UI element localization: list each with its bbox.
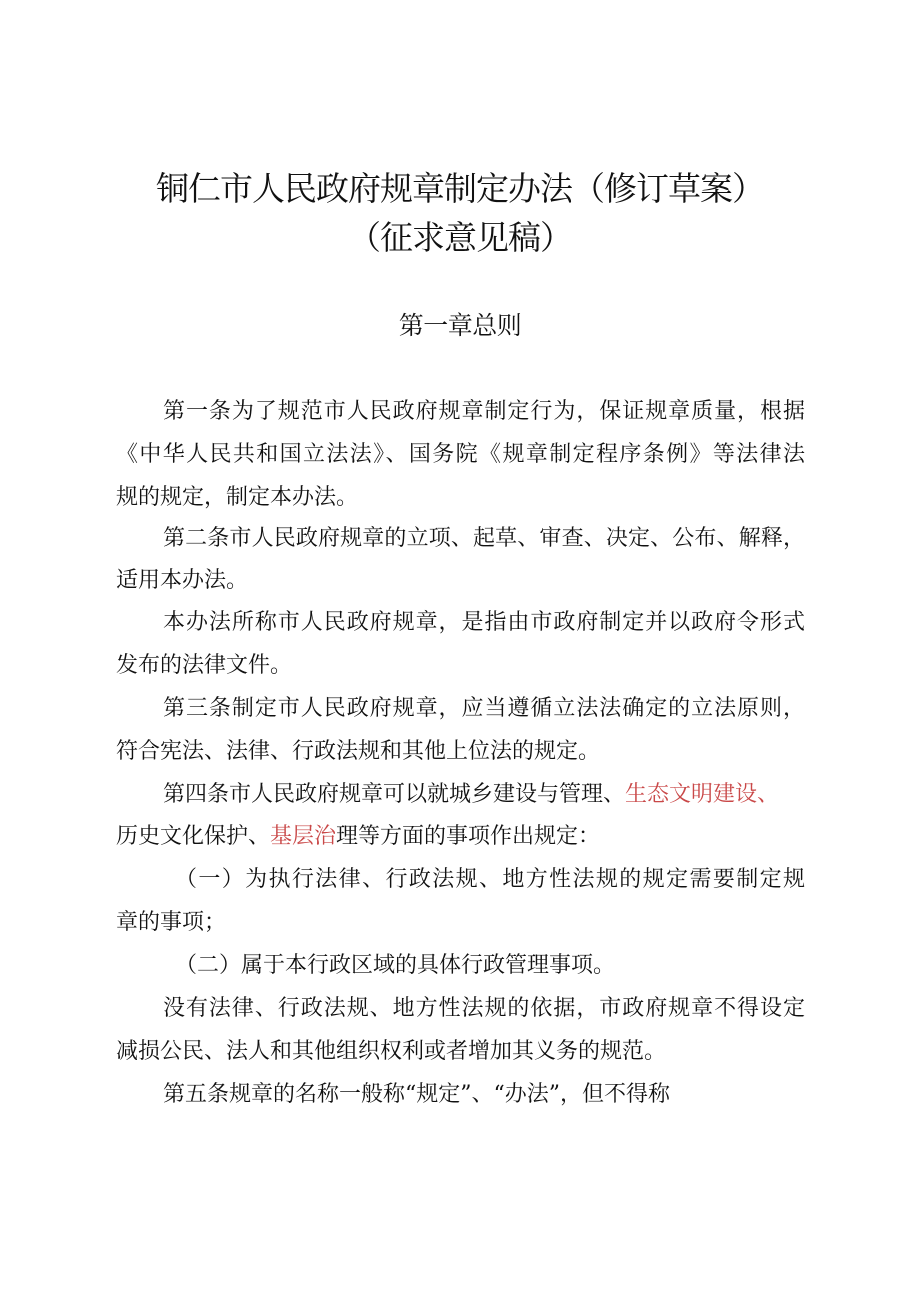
document-title-line1: 铜仁市人民政府规章制定办法（修订草案） [156,169,764,208]
document-title-line2: （征求意见稿） [348,218,572,257]
article4-para2-line2: 减损公民、法人和其他组织权利或者增加其义务的规范。 [116,1039,667,1064]
article1-line3: 规的规定，制定本办法。 [116,485,359,510]
article1-line2: 《中华人民共和国立法法》、国务院《规章制定程序条例》等法律法 [116,442,805,467]
article2-para2-line1: 本办法所称市人民政府规章，是指由市政府制定并以政府令形式 [163,610,805,635]
article4-line2-text-a: 历史文化保护、 [116,824,271,849]
chapter-heading: 第一章总则 [398,311,522,340]
highlight-ecological-civilization: 生态文明建设、 [625,782,780,807]
article2-line1: 第二条市人民政府规章的立项、起草、审查、决定、公布、解释， [163,526,805,551]
article2-para2-line2: 发布的法律文件。 [116,653,293,678]
article3-line1: 第三条制定市人民政府规章，应当遵循立法法确定的立法原则， [163,696,805,721]
article4-line2 [116,819,600,850]
article4-line1-text: 第四条市人民政府规章可以就城乡建设与管理、 [163,782,626,807]
article3-line2: 符合宪法、法律、行政法规和其他上位法的规定。 [116,739,601,764]
article5-line1: 第五条规章的名称一般称“规定”、“办法”，但不得称 [163,1082,670,1107]
article4-para2-line1: 没有法律、行政法规、地方性法规的依据，市政府规章不得设定 [163,996,805,1021]
article2-line2: 适用本办法。 [116,568,249,593]
article4-item2: （二）属于本行政区域的具体行政管理事项。 [175,953,616,978]
highlight-grassroots-governance: 基层治 [270,824,337,849]
article1-line1: 第一条为了规范市人民政府规章制定行为，保证规章质量，根据 [163,399,805,424]
article4-item1-line1: （一）为执行法律、行政法规、地方性法规的规定需要制定规 [175,867,805,892]
article4-line1 [163,777,779,808]
article4-line2-text-b: 理等方面的事项作出规定： [336,824,601,849]
article4-item1-line2: 章的事项； [116,910,227,935]
